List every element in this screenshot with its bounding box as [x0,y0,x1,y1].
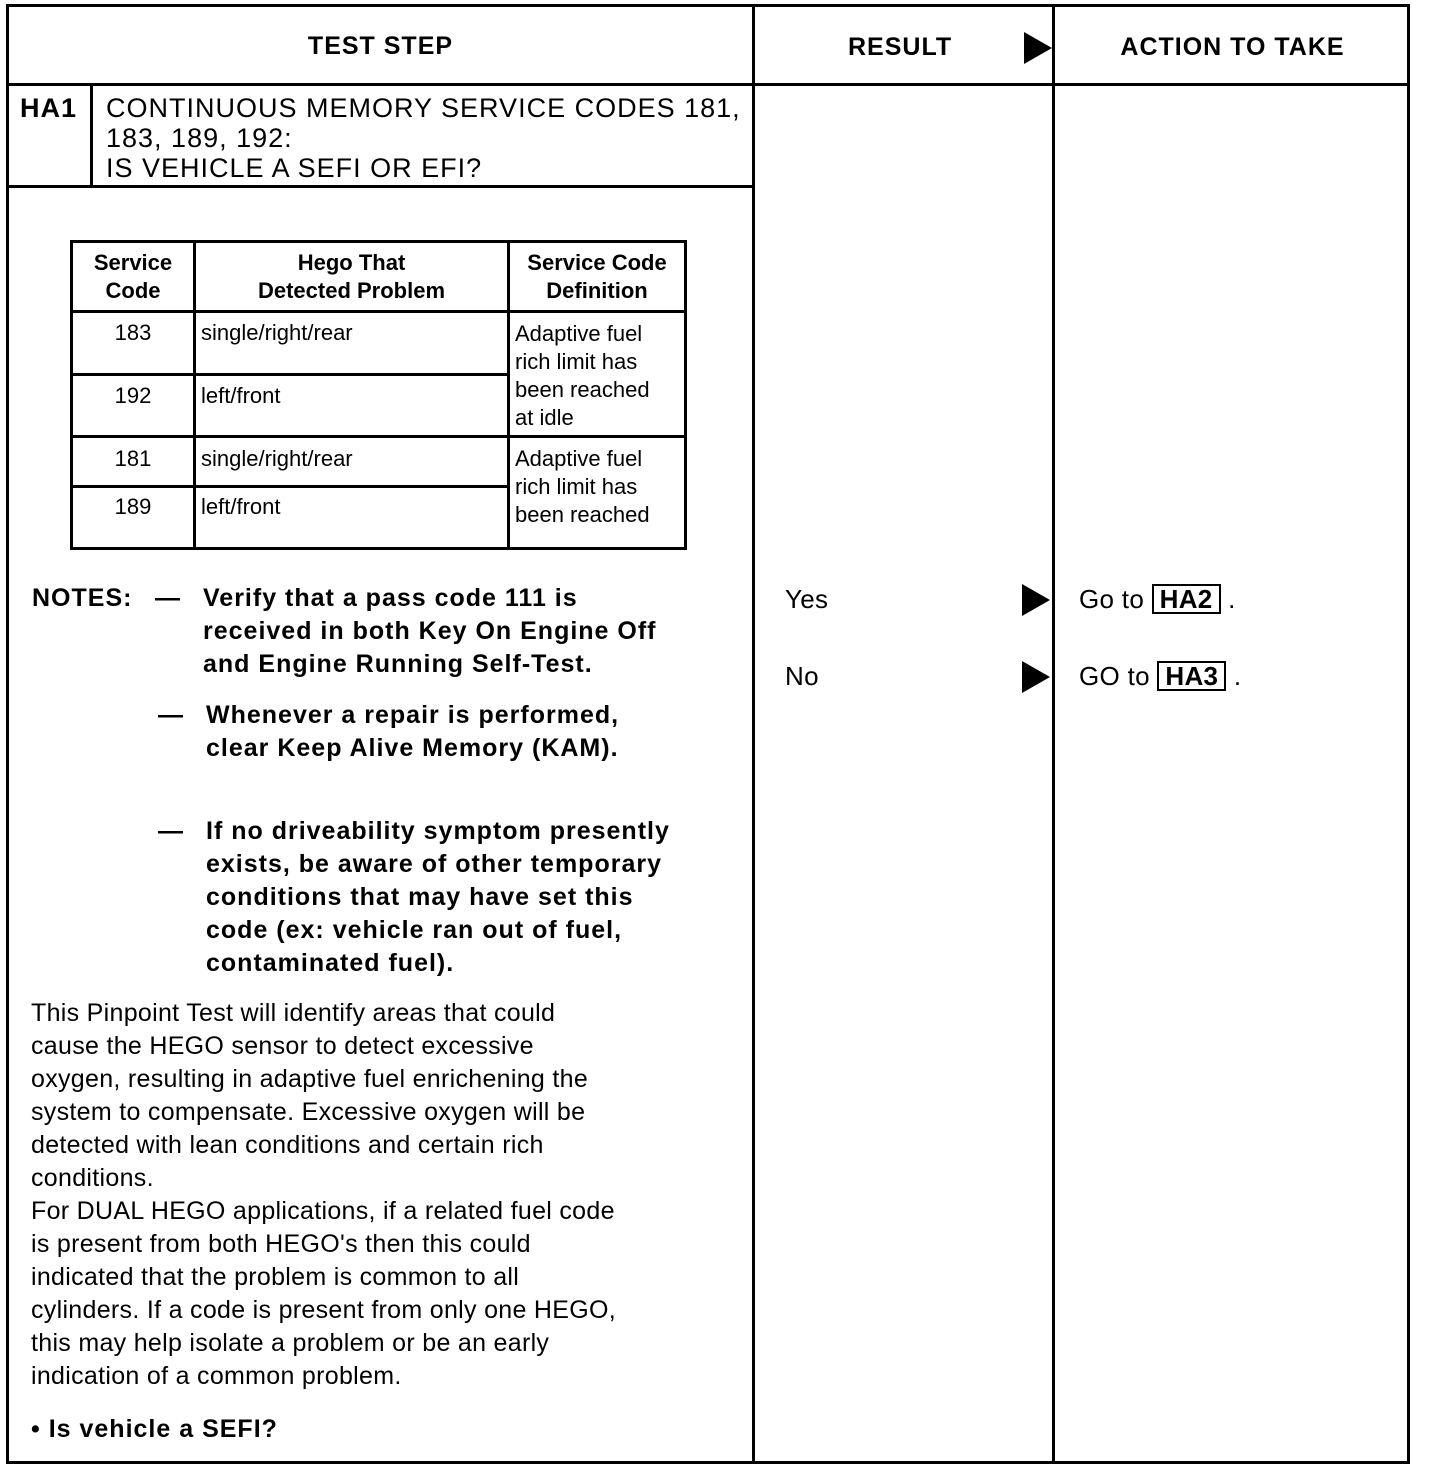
step-title [106,93,741,183]
paragraph-line: this may help isolate a problem or be an early [31,1329,550,1357]
result-yes: Yes [785,584,829,614]
definition-cell-idle [515,320,650,432]
step-title-line: CONTINUOUS MEMORY SERVICE CODES 181, [106,93,741,123]
note-dash: — [155,584,181,612]
hego-cell: single/right/rear [201,446,353,471]
header-text: Service [93,250,173,275]
note-line: and Engine Running Self-Test. [203,650,593,678]
table-row-divider [73,485,507,488]
note-dash: — [158,817,184,845]
definition-line: Adaptive fuel [515,321,643,346]
reference-ha2-link[interactable]: HA2 [1152,584,1221,614]
service-code-cell: 192 [114,383,152,408]
service-code-cell: 183 [114,320,152,345]
column-divider-step-result [752,4,755,1464]
header-divider [6,83,1410,86]
definition-line: been reached [515,377,650,402]
header-text: Code [105,278,161,303]
note-verify-pass-code [203,582,657,681]
hego-cell: left/front [201,383,281,408]
column-header-definition [510,249,684,305]
paragraph-line: system to compensate. Excessive oxygen will be [31,1098,586,1126]
note-line: Verify that a pass code 111 is [203,584,578,612]
action-yes [1079,583,1236,616]
step-title-line: 183, 189, 192: [106,123,293,153]
header-test-step: TEST STEP [307,32,454,60]
header-text: Detected Problem [257,278,446,303]
action-text: Go to [1079,584,1145,614]
hego-cell: left/front [201,494,281,519]
column-header-service-code [73,249,193,305]
note-line: received in both Key On Engine Off [203,617,657,645]
action-suffix: . [1233,661,1242,691]
action-no [1079,660,1241,693]
note-driveability [206,815,670,980]
action-suffix: . [1228,584,1236,614]
paragraph-line: cause the HEGO sensor to detect excessive [31,1032,534,1060]
pinpoint-test-description [31,997,616,1393]
note-line: Whenever a repair is performed, [206,701,620,729]
header-text: Service Code [527,250,667,275]
question-is-vehicle-sefi: • Is vehicle a SEFI? [31,1415,278,1443]
definition-line: been reached [515,502,650,527]
note-clear-kam [206,699,619,765]
header-action: ACTION TO TAKE [1120,33,1345,61]
header-result-arrow-icon [1024,32,1052,64]
paragraph-line: cylinders. If a code is present from only one HEGO, [31,1296,616,1324]
note-dash: — [158,701,184,729]
paragraph-line: conditions. [31,1164,154,1192]
result-yes-arrow-icon [1022,584,1050,616]
header-result: RESULT [848,33,953,61]
paragraph-line: oxygen, resulting in adaptive fuel enrichening the [31,1065,589,1093]
note-line: conditions that may have set this [206,883,634,911]
paragraph-line: This Pinpoint Test will identify areas that could [31,999,556,1027]
header-text: Definition [546,278,648,303]
action-text: GO to [1079,661,1150,691]
table-header-divider [73,310,684,313]
definition-line: rich limit has [515,349,638,374]
note-line: If no driveability symptom presently [206,817,670,845]
definition-line: Adaptive fuel [515,446,643,471]
definition-line: rich limit has [515,474,638,499]
step-title-line: IS VEHICLE A SEFI OR EFI? [106,153,483,183]
step-id: HA1 [20,93,78,123]
service-code-cell: 189 [114,494,152,519]
result-no: No [785,661,819,691]
table-row-divider [73,373,507,376]
service-code-cell: 181 [114,446,152,471]
paragraph-line: is present from both HEGO's then this could [31,1230,531,1258]
table-row-divider [73,435,684,438]
hego-cell: single/right/rear [201,320,353,345]
paragraph-line: detected with lean conditions and certain rich [31,1131,544,1159]
column-header-hego [196,249,507,305]
result-no-arrow-icon [1022,661,1050,693]
note-line: clear Keep Alive Memory (KAM). [206,734,619,762]
note-line: code (ex: vehicle ran out of fuel, [206,916,623,944]
step-title-divider [6,185,755,188]
definition-cell-general [515,445,650,529]
note-line: contaminated fuel). [206,949,455,977]
reference-ha3-link[interactable]: HA3 [1157,661,1226,691]
notes-label: NOTES: [32,584,133,612]
note-line: exists, be aware of other temporary [206,850,662,878]
step-id-divider [90,84,93,187]
column-divider-result-action [1052,4,1055,1464]
header-text: Hego That [297,250,406,275]
service-code-table [70,240,687,550]
paragraph-line: For DUAL HEGO applications, if a related fuel code [31,1197,615,1225]
paragraph-line: indication of a common problem. [31,1362,402,1390]
definition-line: at idle [515,405,574,430]
paragraph-line: indicated that the problem is common to all [31,1263,520,1291]
